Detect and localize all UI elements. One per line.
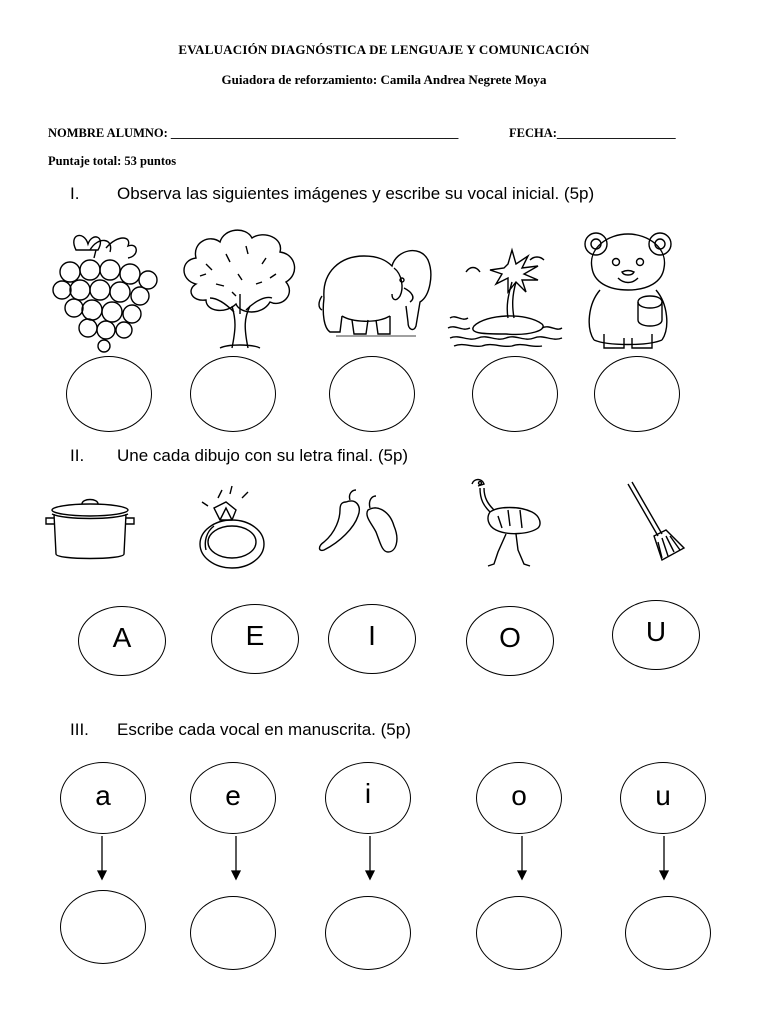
- letter-a: A: [112, 622, 132, 653]
- section-3-number: III.: [70, 720, 89, 739]
- handwriting-oval-e[interactable]: [190, 896, 276, 970]
- section-1-instruction: Observa las siguientes imágenes y escribe su vocal inicial. (5p): [117, 184, 595, 203]
- letter-i: I: [368, 620, 376, 651]
- vowel-u: u: [655, 780, 671, 811]
- student-name-field: NOMBRE ALUMNO: ______________________________________________: [48, 126, 459, 140]
- arrow-head-icon: [518, 871, 526, 879]
- handwriting-oval-u[interactable]: [625, 896, 711, 970]
- letter-u: U: [645, 616, 667, 647]
- handwriting-oval-i[interactable]: [325, 896, 411, 970]
- vowel-o: o: [511, 780, 527, 811]
- handwriting-oval-o[interactable]: [476, 896, 562, 970]
- date-field: FECHA:___________________: [509, 126, 676, 140]
- total-score: Puntaje total: 53 puntos: [48, 154, 177, 168]
- handwriting-oval-a[interactable]: [60, 890, 146, 964]
- arrow-head-icon: [660, 871, 668, 879]
- section-2-instruction: Une cada dibujo con su letra final. (5p): [117, 446, 409, 465]
- arrow-head-icon: [232, 871, 240, 879]
- vowel-i: i: [364, 778, 372, 809]
- vowel-a: a: [95, 780, 111, 811]
- arrow-head-icon: [98, 871, 106, 879]
- section-2-number: II.: [70, 446, 85, 465]
- vowel-e: e: [225, 780, 241, 811]
- letter-e: E: [245, 620, 265, 651]
- letter-o: O: [499, 622, 521, 653]
- worksheet-subtitle: Guiadora de reforzamiento: Camila Andrea Negrete Moya: [221, 72, 547, 87]
- section-3-instruction: Escribe cada vocal en manuscrita. (5p): [117, 720, 411, 739]
- worksheet-title: EVALUACIÓN DIAGNÓSTICA DE LENGUAJE Y COMUNICACIÓN: [178, 42, 590, 57]
- arrow-head-icon: [366, 871, 374, 879]
- section-1-number: I.: [70, 184, 80, 203]
